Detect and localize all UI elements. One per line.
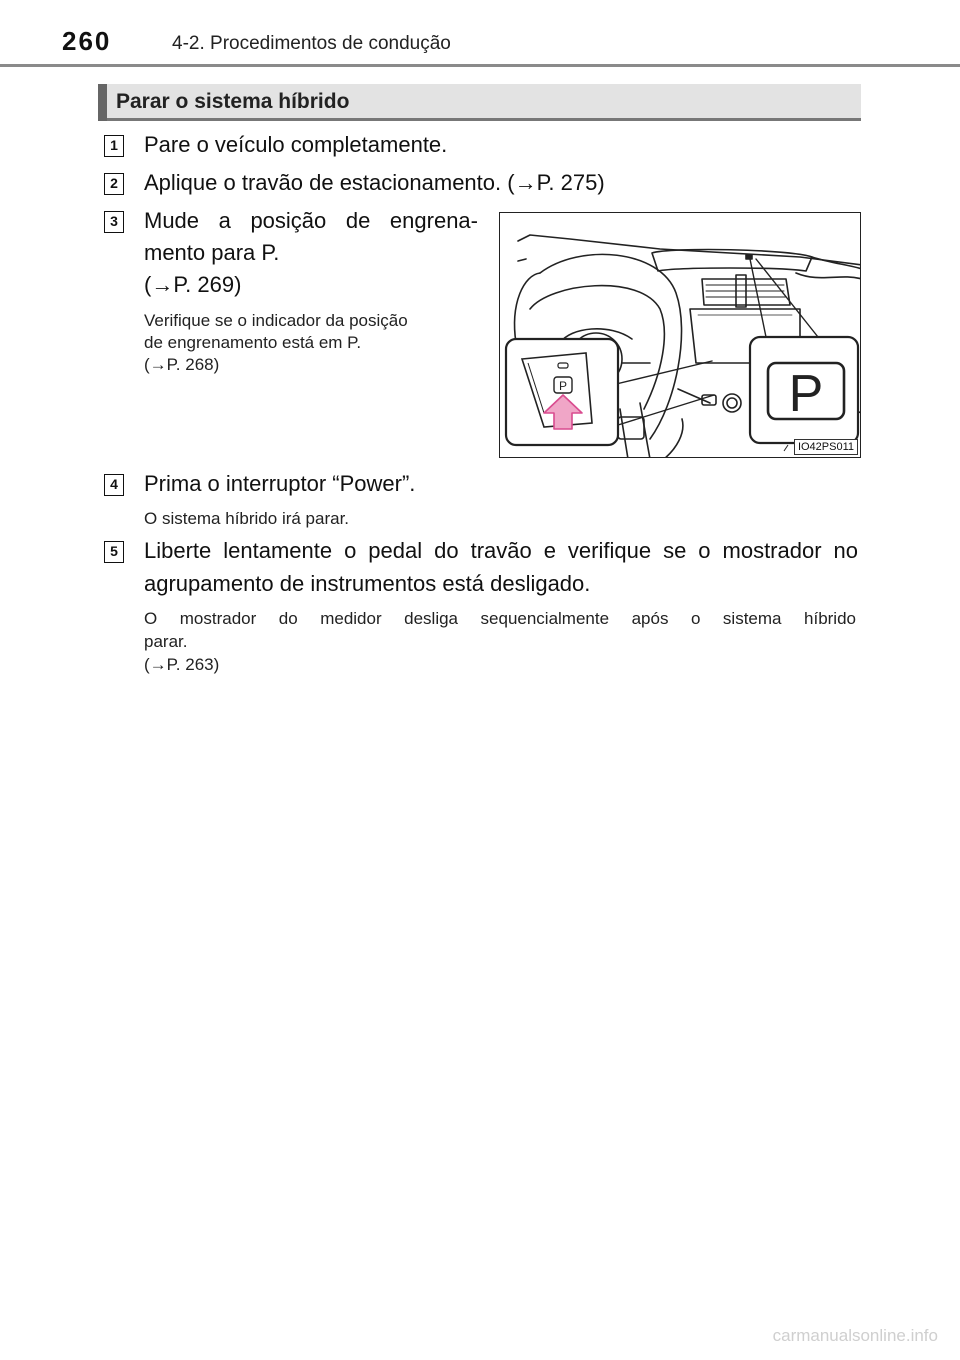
step-5-note-2: parar. xyxy=(144,632,188,651)
step-3-note-2: de engrenamento está em P. xyxy=(144,333,362,352)
step-3-line-1: Mude a posição de engrena- xyxy=(144,208,478,233)
step-number-5: 5 xyxy=(104,541,124,563)
step-5-line-2: agrupamento de instrumentos está desligado. xyxy=(144,571,591,596)
step-number-1: 1 xyxy=(104,135,124,157)
step-5-note-1: O mostrador do medidor desliga sequencialmente após o sistema híbrido xyxy=(144,609,856,628)
shift-button-p-label: P xyxy=(558,379,568,393)
section-title: Parar o sistema híbrido xyxy=(116,90,350,113)
step-2-text: Aplique o travão de estacionamento. (→P. 275) xyxy=(144,170,605,195)
dashboard-illustration xyxy=(499,212,861,458)
step-3-line-2: mento para P. xyxy=(144,240,280,265)
figure-code: IO42PS011 xyxy=(794,439,858,455)
step-number-3: 3 xyxy=(104,211,124,233)
watermark-footer: carmanualsonline.info xyxy=(772,1326,938,1345)
chapter-header: 4-2. Procedimentos de condução xyxy=(172,33,451,54)
p-indicator-inset xyxy=(750,337,858,443)
step-4-note: O sistema híbrido irá parar. xyxy=(144,509,350,528)
header-rule xyxy=(0,64,960,67)
step-5-note-3: (→P. 263) xyxy=(144,655,220,674)
shift-lever-inset xyxy=(506,339,618,445)
step-3-note-1: Verifique se o indicador da posição xyxy=(144,311,408,330)
step-4-text: Prima o interruptor “Power”. xyxy=(144,471,416,496)
step-5-line-1: Liberte lentamente o pedal do travão e verifique se o mostrador no xyxy=(144,538,858,563)
dashboard-drawing xyxy=(500,213,861,458)
step-1-text: Pare o veículo completamente. xyxy=(144,132,448,157)
inset-p-letter: P xyxy=(788,365,824,423)
step-number-2: 2 xyxy=(104,173,124,195)
section-heading-bar xyxy=(98,84,861,121)
step-number-4: 4 xyxy=(104,474,124,496)
step-3-line-3: (→P. 269) xyxy=(144,272,242,297)
step-3-note-3: (→P. 268) xyxy=(144,355,220,374)
page-number: 260 xyxy=(62,26,112,56)
